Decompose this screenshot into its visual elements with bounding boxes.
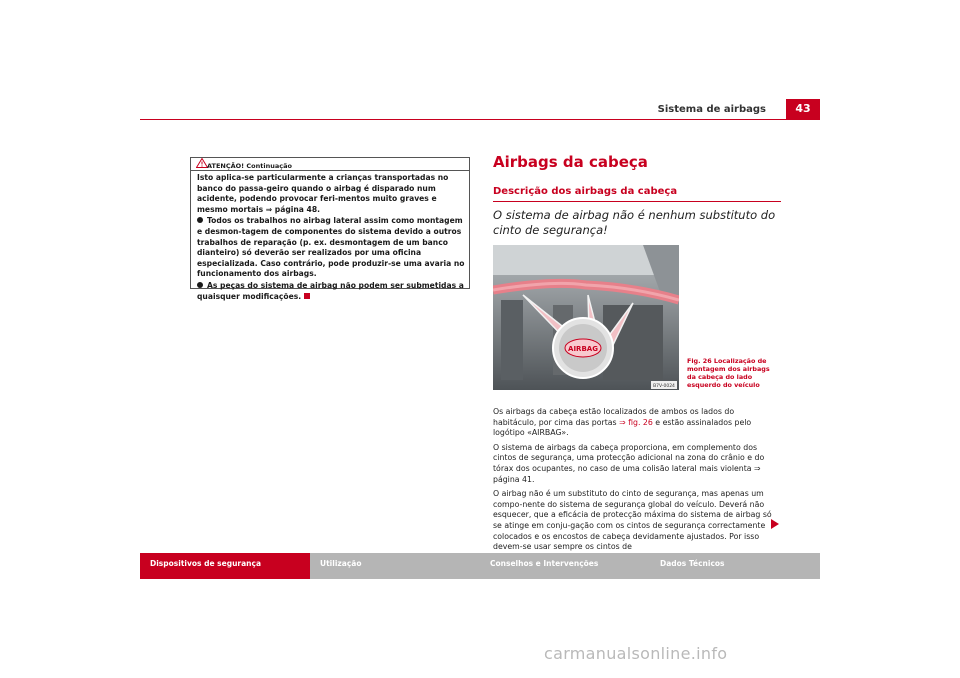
subsection-divider xyxy=(493,201,781,202)
warning-paragraph: Isto aplica-se particularmente a crianças transportadas no banco do passa-geiro quando o airbag é disparado num acidente, podendo provocar feri-mentos muito graves e mesmo mortais ⇒ página 48. xyxy=(197,173,449,214)
warning-box xyxy=(190,157,470,301)
warning-divider xyxy=(191,170,469,171)
body-paragraph: O airbag não é um substituto do cinto de segurança, mas apenas um compo-nente do sistema de segurança global do veículo. Deverá não esquecer, que a eficácia de protecção máxima do sistema de airbag só se atinge em conju-gação com os cintos de segurança correctamente colocados e os encostos de cabeça devidamente ajustados. Por isso devem-se usar sempre os cintos de xyxy=(493,489,772,552)
figure-caption: Fig. 26 Localização de montagem dos airbags da cabeça do lado esquerdo do veículo xyxy=(687,357,770,389)
page-number: 43 xyxy=(786,99,820,119)
bullet-icon xyxy=(197,282,203,288)
footer-tab-utilizacao[interactable]: Utilização xyxy=(310,553,480,579)
header-divider xyxy=(140,119,820,120)
running-header-title: Sistema de airbags xyxy=(657,104,766,115)
body-text xyxy=(493,407,778,557)
figure-26-image xyxy=(493,245,679,390)
subsection-title: Descrição dos airbags da cabeça xyxy=(493,186,678,197)
warning-heading: ATENÇÃO! Continuação xyxy=(207,162,292,170)
footer-nav xyxy=(140,553,820,579)
footer-tab-dados-tecnicos[interactable]: Dados Técnicos xyxy=(650,553,820,579)
car-interior-illustration xyxy=(493,245,679,390)
lead-text: O sistema de airbag não é nenhum substituto do cinto de segurança! xyxy=(493,208,776,237)
warning-bullet-text: As peças do sistema de airbag não podem ser submetidas a quaisquer modificações. xyxy=(197,280,464,301)
body-text-run: e estão assinalados pelo logótipo «AIRBAG». xyxy=(493,417,752,438)
section-end-icon xyxy=(304,293,310,299)
section-title: Airbags da cabeça xyxy=(493,153,648,171)
footer-tab-dispositivos[interactable]: Dispositivos de segurança xyxy=(140,553,310,579)
warning-bullet-text: Todos os trabalhos no airbag lateral assim como montagem e desmon-tagem de componentes do sistema devido a outros trabalhos de reparação (p. ex. desmontagem de um banco dianteiro) só deverão ser realizados por uma oficina especializada. Caso contrário, pode produzir-se uma avaria no funcionamento dos airbags. xyxy=(197,216,465,279)
footer-tab-conselhos[interactable]: Conselhos e Intervenções xyxy=(480,553,650,579)
watermark: carmanualsonline.info xyxy=(544,644,728,663)
body-paragraph: O sistema de airbags da cabeça proporciona, em complemento dos cintos de segurança, uma protecção adicional na zona do crânio e do tórax dos ocupantes, no caso de uma colisão lateral mais violenta ⇒ página 41. xyxy=(493,442,765,484)
warning-bullet-item xyxy=(197,216,465,280)
warning-bullet-item xyxy=(197,281,465,302)
airbag-badge: AIRBAG xyxy=(568,345,598,353)
body-paragraph xyxy=(493,407,778,439)
warning-body xyxy=(197,173,465,303)
bullet-icon xyxy=(197,217,203,223)
body-text-run: Os airbags da cabeça estão localizados de ambos os lados do habitáculo, por cima das portas xyxy=(493,407,735,427)
figure-code: B7V-0024 xyxy=(653,384,675,389)
continue-arrow-icon xyxy=(771,519,779,529)
figure-reference-link[interactable]: ⇒ fig. 26 xyxy=(619,417,653,427)
